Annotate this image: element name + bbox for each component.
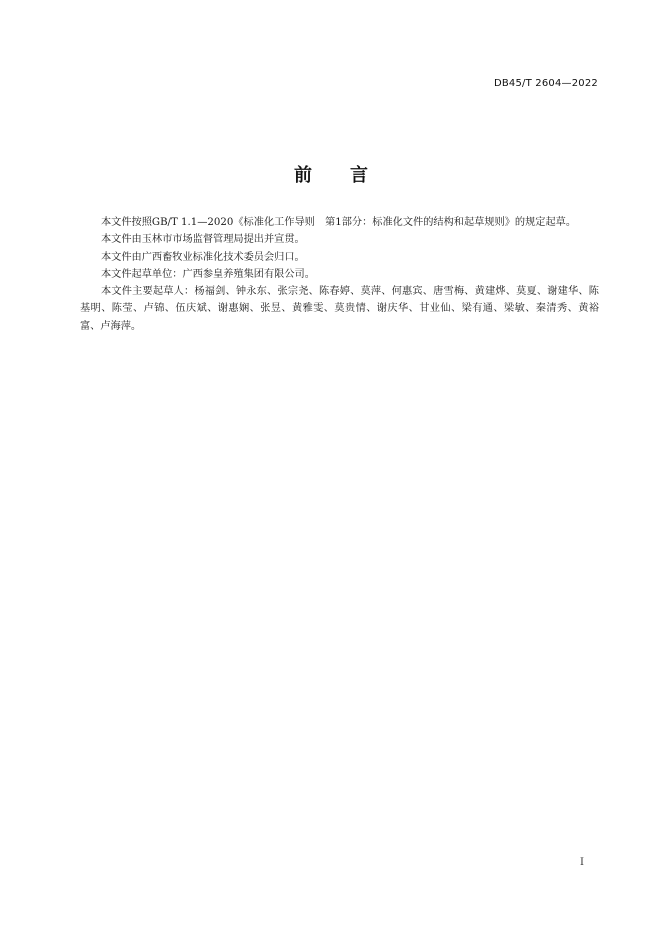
paragraph-drafting-unit: 本文件起草单位：广西参皇养殖集团有限公司。 [101, 268, 315, 280]
title-char-1: 前 [294, 165, 312, 186]
paragraph-committee: 本文件由广西畜牧业标准化技术委员会归口。 [101, 251, 305, 263]
preface-body [80, 214, 599, 335]
title-char-2: 言 [350, 165, 368, 186]
document-code: DB45/T 2604—2022 [493, 78, 598, 89]
paragraph-drafters: 本文件主要起草人：杨福剑、钟永东、张宗尧、陈春婷、莫萍、何惠宾、唐雪梅、黄建烨、莫夏、谢建华、陈基明、陈莹、卢锦、伍庆斌、谢惠娴、张昱、黄雅雯、莫贵情、谢庆华、甘业仙、梁有通、梁敏、秦清秀、黄裕富、卢海萍。 [80, 286, 599, 332]
paragraph-proposer: 本文件由玉林市市场监督管理局提出并宣贯。 [101, 234, 305, 246]
paragraph-drafting-rules: 本文件按照GB/T 1.1—2020《标准化工作导则 第1部分：标准化文件的结构和起草规则》的规定起草。 [101, 217, 577, 228]
page-title [0, 161, 662, 187]
page-number: I [580, 857, 584, 868]
